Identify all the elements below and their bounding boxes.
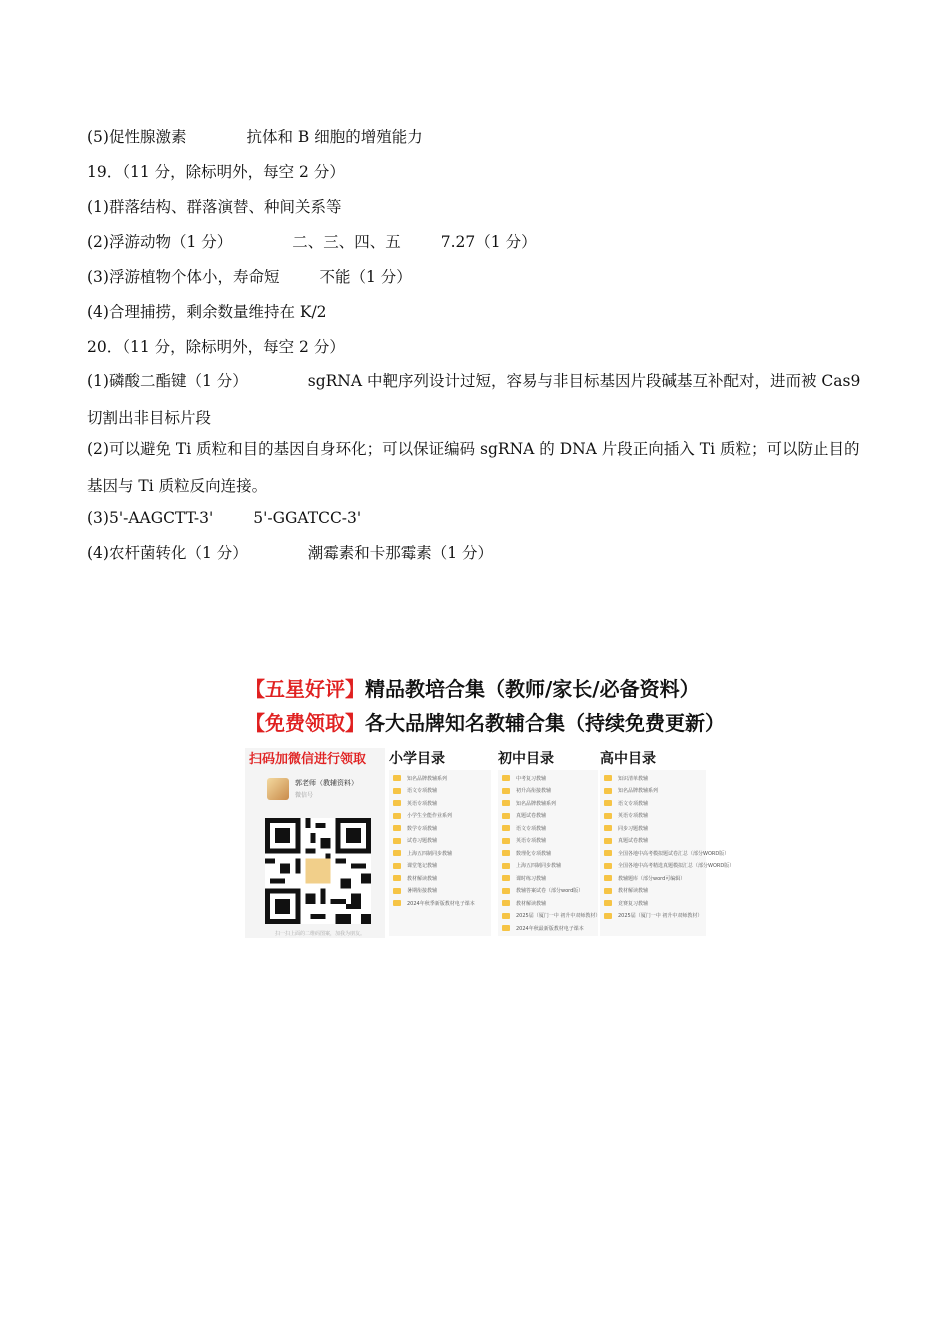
folder-icon [604, 813, 612, 819]
catalog-list [600, 770, 735, 936]
promo-badge: 【免费领取】 [245, 711, 365, 735]
answer-key [87, 126, 867, 577]
answer-text: 7.27（1 分） [440, 233, 537, 251]
folder-icon [604, 875, 612, 881]
list-item: 英语专项教辅 [502, 835, 594, 848]
list-item: 语文专项教辅 [604, 797, 702, 810]
list-item: 课时练习教辅 [502, 872, 594, 885]
list-item: 上海五四制同步教辅 [502, 860, 594, 873]
list-item: 同步习题教辅 [604, 822, 702, 835]
list-item: 全国各地中高考精选真题模拟汇总（部分WORD版） [604, 860, 702, 873]
list-item: 教材解读教辅 [393, 872, 487, 885]
list-item: 全国各地中高考模拟题试卷汇总（部分WORD版） [604, 847, 702, 860]
catalog-junior [498, 748, 601, 938]
list-item: 教材解读教辅 [604, 885, 702, 898]
folder-icon [502, 788, 510, 794]
list-item: 小学生全能作业系列 [393, 810, 487, 823]
answer-text: 抗体和 B 细胞的增殖能力 [246, 128, 423, 146]
folder-icon [393, 850, 401, 856]
folder-icon [502, 925, 510, 931]
profile-subtitle: 微信号 [295, 792, 314, 799]
answer-text: sgRNA 中靶序列设计过短，容易与非目标基因片段碱基互补配对，进而被 Cas9 切割出非目标片段 [87, 372, 861, 427]
catalog-list [498, 770, 601, 936]
answer-19-4 [87, 301, 867, 336]
catalog-senior [600, 748, 735, 938]
folder-icon [393, 775, 401, 781]
folder-icon [393, 888, 401, 894]
question-19-header [87, 161, 867, 196]
catalog-list [389, 770, 491, 936]
answer-text: (4)合理捕捞，剩余数量维持在 K/2 [87, 303, 327, 321]
list-item: 教材解读教辅 [502, 897, 594, 910]
folder-icon [502, 775, 510, 781]
answer-text: (4)农杆菌转化（1 分） [87, 544, 248, 562]
folder-icon [502, 888, 510, 894]
folder-icon [604, 850, 612, 856]
answer-text: 20．（11 分，除标明外，每空 2 分） [87, 338, 345, 356]
answer-18-5 [87, 126, 867, 161]
list-item: 竞赛复习教辅 [604, 897, 702, 910]
answer-text: (2)可以避免 Ti 质粒和目的基因自身环化；可以保证编码 sgRNA 的 DNA 片段正向插入 Ti 质粒；可以防止目的基因与 Ti 质粒反向连接。 [87, 440, 860, 495]
list-item: 2025届（厦门一中 初升中双师教材） [502, 910, 594, 923]
qr-caption: 扫码加微信进行领取 [249, 752, 367, 767]
folder-icon [604, 838, 612, 844]
list-item: 初升高衔接教辅 [502, 785, 594, 798]
list-item: 暑期衔接教辅 [393, 885, 487, 898]
promo-headline: 各大品牌知名教辅合集（持续免费更新） [365, 711, 725, 735]
answer-20-3 [87, 507, 867, 542]
folder-icon [393, 863, 401, 869]
answer-text: 潮霉素和卡那霉素（1 分） [307, 544, 494, 562]
folder-icon [502, 913, 510, 919]
answer-text: (1)群落结构、群落演替、种间关系等 [87, 198, 342, 216]
list-item: 数学专项教辅 [393, 822, 487, 835]
list-item: 教辅题库（部分word可编辑） [604, 872, 702, 885]
list-item: 知名品牌教辅系列 [604, 785, 702, 798]
folder-icon [502, 900, 510, 906]
folder-icon [604, 888, 612, 894]
catalog-primary [389, 748, 491, 938]
answer-19-3 [87, 266, 867, 301]
folder-icon [502, 863, 510, 869]
promo-body [245, 748, 735, 942]
answer-19-2 [87, 231, 867, 266]
folder-icon [502, 800, 510, 806]
folder-icon [502, 838, 510, 844]
answer-text: (1)磷酸二酯键（1 分） [87, 372, 248, 390]
promo-title-line-1 [245, 672, 707, 706]
list-item: 试卷习题教辅 [393, 835, 487, 848]
list-item: 知名品牌教辅系列 [502, 797, 594, 810]
list-item: 真题试卷教辅 [604, 835, 702, 848]
qr-code-icon [265, 818, 371, 924]
answer-text: (3)5'-AAGCTT-3' [87, 509, 214, 527]
folder-icon [604, 775, 612, 781]
avatar [267, 778, 289, 800]
catalog-title: 高中目录 [600, 751, 656, 767]
folder-icon [393, 875, 401, 881]
promo-badge: 【五星好评】 [245, 677, 365, 701]
qr-note: 扫一扫上面的二维码图案，加我为朋友。 [275, 931, 366, 937]
answer-20-1 [87, 363, 867, 437]
answer-text: 二、三、四、五 [292, 233, 401, 251]
list-item: 上海五四制同步教辅 [393, 847, 487, 860]
promo-title-line-2 [245, 706, 725, 740]
list-item: 语文专项教辅 [502, 822, 594, 835]
list-item: 真题试卷教辅 [502, 810, 594, 823]
folder-icon [393, 800, 401, 806]
answer-20-2 [87, 431, 867, 505]
folder-icon [604, 800, 612, 806]
folder-icon [502, 850, 510, 856]
list-item: 语文专项教辅 [393, 785, 487, 798]
folder-icon [393, 813, 401, 819]
list-item: 教辅答案试卷（部分word版） [502, 885, 594, 898]
answer-20-4 [87, 542, 867, 577]
folder-icon [604, 900, 612, 906]
answer-text: 不能（1 分） [319, 268, 412, 286]
promo-headline: 精品教培合集（教师/家长/必备资料） [365, 677, 700, 701]
folder-icon [393, 825, 401, 831]
answer-text: (2)浮游动物（1 分） [87, 233, 233, 251]
folder-icon [502, 825, 510, 831]
folder-icon [393, 788, 401, 794]
catalog-title: 小学目录 [389, 751, 445, 767]
folder-icon [604, 913, 612, 919]
folder-icon [393, 838, 401, 844]
list-item: 英语专项教辅 [604, 810, 702, 823]
list-item: 中考复习教辅 [502, 772, 594, 785]
list-item: 2024年秋最新版教材电子课本 [502, 922, 594, 935]
profile-name: 郭老师（教辅资料） [295, 779, 358, 787]
list-item: 2024年秋季新版教材电子课本 [393, 897, 487, 910]
list-item: 英语专项教辅 [393, 797, 487, 810]
list-item: 课堂笔记教辅 [393, 860, 487, 873]
folder-icon [604, 788, 612, 794]
list-item: 数理化专项教辅 [502, 847, 594, 860]
catalog-title: 初中目录 [498, 751, 554, 767]
answer-19-1 [87, 196, 867, 231]
wechat-qr-card [245, 748, 385, 938]
folder-icon [502, 875, 510, 881]
folder-icon [604, 825, 612, 831]
answer-text: 19．（11 分，除标明外，每空 2 分） [87, 163, 345, 181]
answer-text: (3)浮游植物个体小，寿命短 [87, 268, 280, 286]
answer-text: (5)促性腺激素 [87, 128, 187, 146]
list-item: 2025届（厦门一中 初升中双师教材） [604, 910, 702, 923]
answer-text: 5'-GGATCC-3' [253, 509, 362, 527]
list-item: 知识清单教辅 [604, 772, 702, 785]
folder-icon [604, 863, 612, 869]
list-item: 知名品牌教辅系列 [393, 772, 487, 785]
folder-icon [393, 900, 401, 906]
folder-icon [502, 813, 510, 819]
promo-banner [245, 672, 735, 942]
